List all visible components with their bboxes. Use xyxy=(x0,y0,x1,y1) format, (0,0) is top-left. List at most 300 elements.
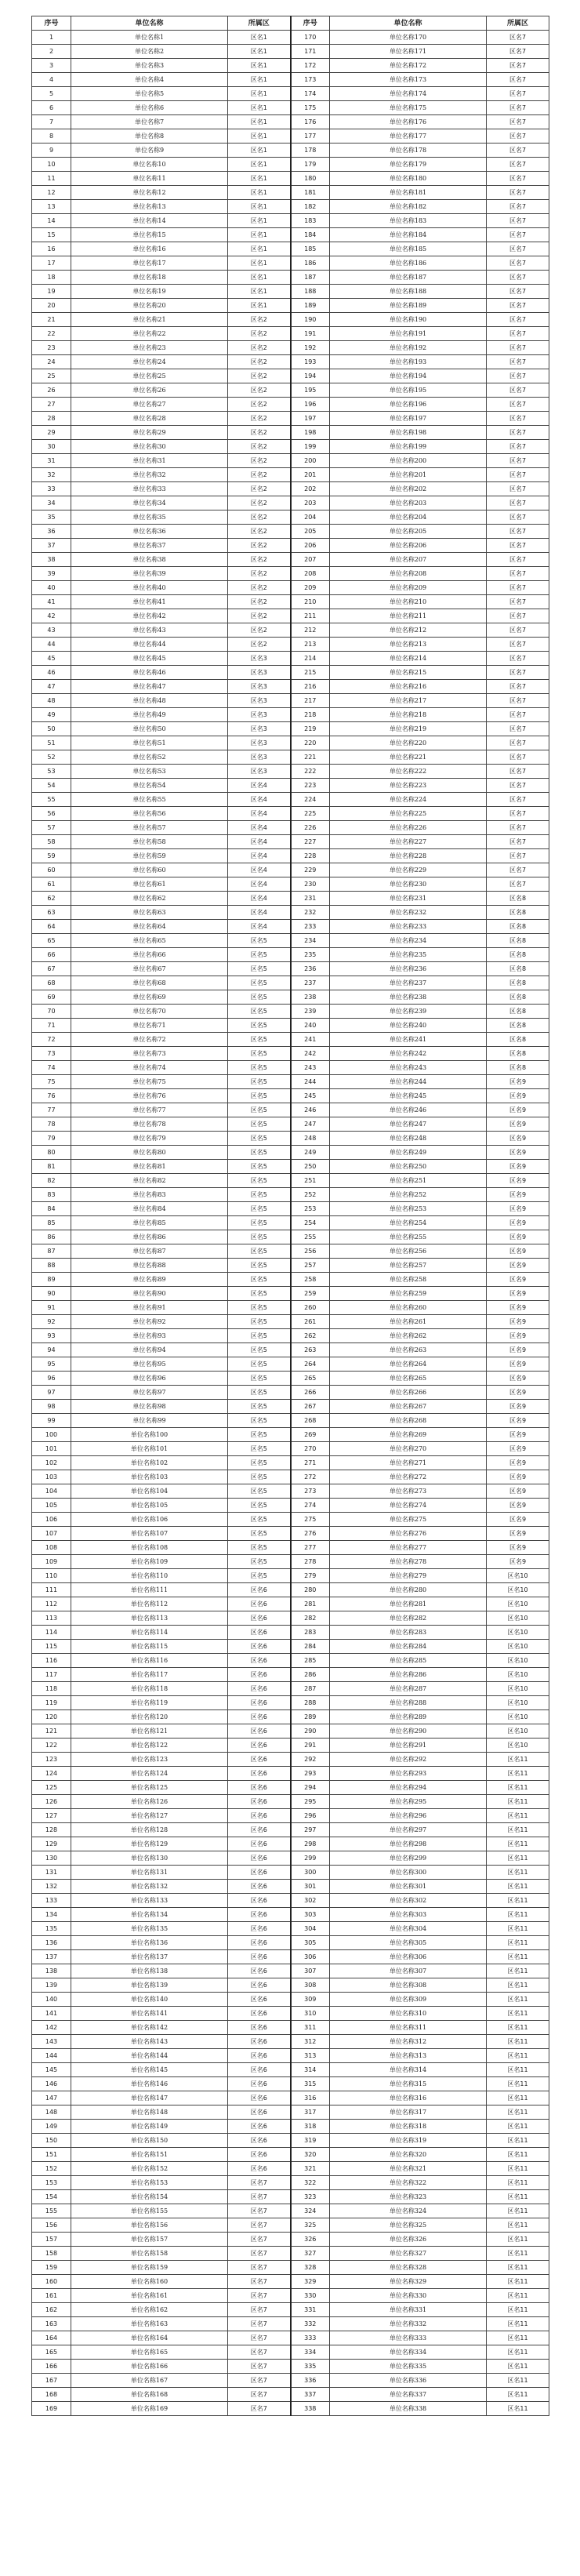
row-unit-name-right: 单位名称218 xyxy=(330,708,487,722)
row-district-left: 区名7 xyxy=(228,2261,291,2275)
row-serial-right: 174 xyxy=(291,87,330,101)
table-row xyxy=(32,779,549,793)
row-unit-name-right: 单位名称176 xyxy=(330,115,487,129)
row-serial-right: 217 xyxy=(291,694,330,708)
row-unit-name-left: 单位名称45 xyxy=(71,652,228,666)
row-serial-right: 264 xyxy=(291,1357,330,1372)
table-row xyxy=(32,87,549,101)
table-row xyxy=(32,2105,549,2120)
row-unit-name-right: 单位名称283 xyxy=(330,1626,487,1640)
row-unit-name-right: 单位名称210 xyxy=(330,595,487,609)
header-unit-name-left: 单位名称 xyxy=(71,16,228,31)
row-serial-left: 12 xyxy=(32,186,71,200)
table-row xyxy=(32,2035,549,2049)
row-serial-left: 104 xyxy=(32,1484,71,1499)
row-district-left: 区名5 xyxy=(228,934,291,948)
row-serial-left: 135 xyxy=(32,1922,71,1936)
row-serial-left: 3 xyxy=(32,59,71,73)
table-row xyxy=(32,398,549,412)
row-serial-left: 136 xyxy=(32,1936,71,1950)
row-district-left: 区名6 xyxy=(228,1851,291,1866)
row-unit-name-right: 单位名称217 xyxy=(330,694,487,708)
row-serial-left: 121 xyxy=(32,1724,71,1739)
table-row xyxy=(32,158,549,172)
row-unit-name-left: 单位名称36 xyxy=(71,525,228,539)
table-row xyxy=(32,1950,549,1964)
row-district-left: 区名2 xyxy=(228,426,291,440)
row-district-left: 区名2 xyxy=(228,369,291,383)
row-serial-left: 165 xyxy=(32,2345,71,2360)
row-serial-left: 126 xyxy=(32,1795,71,1809)
row-district-left: 区名4 xyxy=(228,906,291,920)
table-row xyxy=(32,1244,549,1259)
row-district-right: 区名11 xyxy=(487,1795,549,1809)
row-district-left: 区名5 xyxy=(228,1117,291,1132)
row-unit-name-left: 单位名称35 xyxy=(71,510,228,525)
row-serial-right: 276 xyxy=(291,1527,330,1541)
row-unit-name-left: 单位名称52 xyxy=(71,750,228,765)
table-row xyxy=(32,722,549,736)
row-serial-left: 43 xyxy=(32,623,71,638)
row-serial-left: 14 xyxy=(32,214,71,228)
row-district-left: 区名2 xyxy=(228,383,291,398)
row-district-right: 区名11 xyxy=(487,1837,549,1851)
row-unit-name-left: 单位名称108 xyxy=(71,1541,228,1555)
row-unit-name-left: 单位名称140 xyxy=(71,1993,228,2007)
table-row xyxy=(32,2007,549,2021)
row-unit-name-right: 单位名称319 xyxy=(330,2134,487,2148)
row-unit-name-left: 单位名称94 xyxy=(71,1343,228,1357)
row-district-left: 区名5 xyxy=(228,1146,291,1160)
row-district-right: 区名10 xyxy=(487,1668,549,1682)
row-unit-name-left: 单位名称160 xyxy=(71,2275,228,2289)
row-serial-right: 255 xyxy=(291,1230,330,1244)
row-serial-left: 152 xyxy=(32,2162,71,2176)
row-unit-name-right: 单位名称241 xyxy=(330,1033,487,1047)
row-district-right: 区名7 xyxy=(487,285,549,299)
row-unit-name-right: 单位名称294 xyxy=(330,1781,487,1795)
row-serial-left: 77 xyxy=(32,1103,71,1117)
row-serial-right: 323 xyxy=(291,2190,330,2204)
row-district-right: 区名8 xyxy=(487,976,549,990)
row-district-left: 区名5 xyxy=(228,1075,291,1089)
table-row xyxy=(32,1894,549,1908)
row-serial-left: 8 xyxy=(32,129,71,144)
row-district-left: 区名6 xyxy=(228,1880,291,1894)
row-district-left: 区名6 xyxy=(228,1583,291,1597)
row-serial-right: 329 xyxy=(291,2275,330,2289)
row-unit-name-left: 单位名称75 xyxy=(71,1075,228,1089)
table-row xyxy=(32,59,549,73)
row-unit-name-left: 单位名称16 xyxy=(71,242,228,256)
row-district-right: 区名7 xyxy=(487,228,549,242)
row-district-left: 区名7 xyxy=(228,2360,291,2374)
row-serial-left: 96 xyxy=(32,1372,71,1386)
row-unit-name-right: 单位名称262 xyxy=(330,1329,487,1343)
row-serial-left: 21 xyxy=(32,313,71,327)
row-district-right: 区名7 xyxy=(487,59,549,73)
row-district-right: 区名11 xyxy=(487,2190,549,2204)
row-serial-right: 303 xyxy=(291,1908,330,1922)
row-unit-name-right: 单位名称178 xyxy=(330,144,487,158)
row-district-right: 区名9 xyxy=(487,1555,549,1569)
row-serial-left: 68 xyxy=(32,976,71,990)
row-unit-name-right: 单位名称211 xyxy=(330,609,487,623)
row-serial-left: 73 xyxy=(32,1047,71,1061)
row-serial-left: 41 xyxy=(32,595,71,609)
row-unit-name-right: 单位名称187 xyxy=(330,271,487,285)
row-unit-name-right: 单位名称305 xyxy=(330,1936,487,1950)
row-unit-name-right: 单位名称293 xyxy=(330,1767,487,1781)
row-serial-right: 172 xyxy=(291,59,330,73)
row-serial-left: 128 xyxy=(32,1823,71,1837)
row-unit-name-right: 单位名称272 xyxy=(330,1470,487,1484)
table-row xyxy=(32,1132,549,1146)
row-district-right: 区名11 xyxy=(487,1823,549,1837)
row-serial-left: 133 xyxy=(32,1894,71,1908)
row-district-right: 区名11 xyxy=(487,2105,549,2120)
row-serial-right: 181 xyxy=(291,186,330,200)
row-serial-right: 194 xyxy=(291,369,330,383)
row-district-left: 区名6 xyxy=(228,1978,291,1993)
row-serial-right: 297 xyxy=(291,1823,330,1837)
row-serial-left: 5 xyxy=(32,87,71,101)
row-unit-name-right: 单位名称256 xyxy=(330,1244,487,1259)
row-district-left: 区名6 xyxy=(228,2063,291,2077)
row-district-right: 区名11 xyxy=(487,2289,549,2303)
row-serial-left: 163 xyxy=(32,2317,71,2331)
row-district-left: 区名5 xyxy=(228,1287,291,1301)
row-district-right: 区名11 xyxy=(487,2035,549,2049)
row-district-right: 区名9 xyxy=(487,1400,549,1414)
row-serial-left: 72 xyxy=(32,1033,71,1047)
row-district-right: 区名11 xyxy=(487,2261,549,2275)
row-serial-left: 35 xyxy=(32,510,71,525)
row-unit-name-right: 单位名称322 xyxy=(330,2176,487,2190)
row-district-left: 区名7 xyxy=(228,2190,291,2204)
row-district-right: 区名10 xyxy=(487,1626,549,1640)
row-serial-right: 196 xyxy=(291,398,330,412)
row-unit-name-left: 单位名称60 xyxy=(71,863,228,877)
row-unit-name-left: 单位名称133 xyxy=(71,1894,228,1908)
row-district-right: 区名7 xyxy=(487,341,549,355)
table-row xyxy=(32,1075,549,1089)
row-serial-right: 293 xyxy=(291,1767,330,1781)
table-row xyxy=(32,1936,549,1950)
row-serial-left: 47 xyxy=(32,680,71,694)
row-district-right: 区名11 xyxy=(487,2247,549,2261)
row-serial-right: 314 xyxy=(291,2063,330,2077)
row-district-left: 区名2 xyxy=(228,482,291,496)
row-unit-name-left: 单位名称66 xyxy=(71,948,228,962)
row-district-right: 区名11 xyxy=(487,2134,549,2148)
row-district-right: 区名10 xyxy=(487,1569,549,1583)
row-unit-name-right: 单位名称195 xyxy=(330,383,487,398)
table-row xyxy=(32,129,549,144)
row-district-left: 区名5 xyxy=(228,962,291,976)
row-serial-left: 40 xyxy=(32,581,71,595)
row-district-right: 区名7 xyxy=(487,623,549,638)
row-serial-right: 262 xyxy=(291,1329,330,1343)
row-unit-name-left: 单位名称117 xyxy=(71,1668,228,1682)
row-district-left: 区名1 xyxy=(228,186,291,200)
row-unit-name-right: 单位名称309 xyxy=(330,1993,487,2007)
row-unit-name-right: 单位名称188 xyxy=(330,285,487,299)
row-unit-name-right: 单位名称207 xyxy=(330,553,487,567)
row-district-left: 区名5 xyxy=(228,1442,291,1456)
row-district-right: 区名9 xyxy=(487,1103,549,1117)
row-serial-right: 294 xyxy=(291,1781,330,1795)
row-district-right: 区名10 xyxy=(487,1654,549,1668)
row-serial-left: 28 xyxy=(32,412,71,426)
row-unit-name-right: 单位名称276 xyxy=(330,1527,487,1541)
table-row xyxy=(32,1851,549,1866)
row-district-right: 区名11 xyxy=(487,2388,549,2402)
row-unit-name-left: 单位名称85 xyxy=(71,1216,228,1230)
row-serial-left: 54 xyxy=(32,779,71,793)
row-unit-name-left: 单位名称106 xyxy=(71,1513,228,1527)
row-unit-name-right: 单位名称316 xyxy=(330,2091,487,2105)
row-unit-name-right: 单位名称268 xyxy=(330,1414,487,1428)
row-unit-name-left: 单位名称158 xyxy=(71,2247,228,2261)
row-serial-right: 227 xyxy=(291,835,330,849)
row-unit-name-right: 单位名称206 xyxy=(330,539,487,553)
row-serial-right: 178 xyxy=(291,144,330,158)
row-unit-name-right: 单位名称323 xyxy=(330,2190,487,2204)
row-unit-name-right: 单位名称245 xyxy=(330,1089,487,1103)
row-district-right: 区名9 xyxy=(487,1132,549,1146)
row-unit-name-right: 单位名称208 xyxy=(330,567,487,581)
row-serial-left: 156 xyxy=(32,2218,71,2233)
row-serial-right: 248 xyxy=(291,1132,330,1146)
row-unit-name-left: 单位名称77 xyxy=(71,1103,228,1117)
row-unit-name-right: 单位名称220 xyxy=(330,736,487,750)
row-unit-name-left: 单位名称32 xyxy=(71,468,228,482)
row-unit-name-left: 单位名称150 xyxy=(71,2134,228,2148)
row-serial-left: 138 xyxy=(32,1964,71,1978)
row-unit-name-right: 单位名称227 xyxy=(330,835,487,849)
row-unit-name-left: 单位名称6 xyxy=(71,101,228,115)
row-unit-name-right: 单位名称324 xyxy=(330,2204,487,2218)
row-serial-left: 50 xyxy=(32,722,71,736)
row-district-left: 区名6 xyxy=(228,2049,291,2063)
row-unit-name-left: 单位名称27 xyxy=(71,398,228,412)
row-serial-left: 18 xyxy=(32,271,71,285)
row-unit-name-left: 单位名称12 xyxy=(71,186,228,200)
row-unit-name-right: 单位名称338 xyxy=(330,2402,487,2416)
row-serial-right: 279 xyxy=(291,1569,330,1583)
row-serial-left: 147 xyxy=(32,2091,71,2105)
row-unit-name-right: 单位名称255 xyxy=(330,1230,487,1244)
row-district-right: 区名7 xyxy=(487,722,549,736)
row-unit-name-right: 单位名称310 xyxy=(330,2007,487,2021)
row-district-right: 区名9 xyxy=(487,1315,549,1329)
row-district-right: 区名7 xyxy=(487,496,549,510)
row-serial-left: 7 xyxy=(32,115,71,129)
row-serial-right: 328 xyxy=(291,2261,330,2275)
table-row xyxy=(32,73,549,87)
row-serial-right: 176 xyxy=(291,115,330,129)
row-district-right: 区名7 xyxy=(487,793,549,807)
row-unit-name-left: 单位名称48 xyxy=(71,694,228,708)
row-unit-name-left: 单位名称113 xyxy=(71,1611,228,1626)
row-serial-left: 65 xyxy=(32,934,71,948)
row-serial-right: 215 xyxy=(291,666,330,680)
row-district-left: 区名4 xyxy=(228,920,291,934)
row-serial-left: 44 xyxy=(32,638,71,652)
table-row xyxy=(32,1061,549,1075)
table-row xyxy=(32,1019,549,1033)
row-unit-name-left: 单位名称42 xyxy=(71,609,228,623)
row-district-left: 区名5 xyxy=(228,1414,291,1428)
table-row xyxy=(32,1047,549,1061)
row-district-right: 区名7 xyxy=(487,525,549,539)
row-serial-right: 245 xyxy=(291,1089,330,1103)
row-unit-name-left: 单位名称115 xyxy=(71,1640,228,1654)
row-district-right: 区名11 xyxy=(487,2063,549,2077)
row-district-right: 区名7 xyxy=(487,129,549,144)
row-unit-name-left: 单位名称23 xyxy=(71,341,228,355)
table-row xyxy=(32,1146,549,1160)
table-row xyxy=(32,708,549,722)
table-row xyxy=(32,2190,549,2204)
row-unit-name-left: 单位名称37 xyxy=(71,539,228,553)
row-district-left: 区名6 xyxy=(228,1950,291,1964)
row-district-left: 区名2 xyxy=(228,638,291,652)
row-serial-right: 234 xyxy=(291,934,330,948)
row-district-left: 区名1 xyxy=(228,299,291,313)
row-unit-name-left: 单位名称70 xyxy=(71,1005,228,1019)
row-district-left: 区名7 xyxy=(228,2204,291,2218)
row-serial-right: 272 xyxy=(291,1470,330,1484)
row-unit-name-left: 单位名称3 xyxy=(71,59,228,73)
row-district-right: 区名9 xyxy=(487,1527,549,1541)
row-unit-name-right: 单位名称266 xyxy=(330,1386,487,1400)
row-serial-right: 209 xyxy=(291,581,330,595)
row-district-right: 区名8 xyxy=(487,934,549,948)
row-serial-left: 113 xyxy=(32,1611,71,1626)
table-row xyxy=(32,1499,549,1513)
row-serial-left: 4 xyxy=(32,73,71,87)
row-district-left: 区名6 xyxy=(228,2148,291,2162)
row-unit-name-left: 单位名称55 xyxy=(71,793,228,807)
row-unit-name-right: 单位名称173 xyxy=(330,73,487,87)
row-serial-left: 144 xyxy=(32,2049,71,2063)
row-unit-name-right: 单位名称280 xyxy=(330,1583,487,1597)
row-district-right: 区名11 xyxy=(487,2360,549,2374)
row-serial-right: 333 xyxy=(291,2331,330,2345)
row-serial-right: 212 xyxy=(291,623,330,638)
row-unit-name-left: 单位名称65 xyxy=(71,934,228,948)
row-district-right: 区名11 xyxy=(487,2218,549,2233)
row-district-left: 区名2 xyxy=(228,595,291,609)
row-district-right: 区名7 xyxy=(487,73,549,87)
row-district-right: 区名10 xyxy=(487,1583,549,1597)
row-unit-name-left: 单位名称84 xyxy=(71,1202,228,1216)
row-serial-right: 251 xyxy=(291,1174,330,1188)
row-serial-left: 124 xyxy=(32,1767,71,1781)
row-district-right: 区名9 xyxy=(487,1357,549,1372)
row-district-left: 区名1 xyxy=(228,129,291,144)
row-serial-left: 158 xyxy=(32,2247,71,2261)
row-district-left: 区名6 xyxy=(228,1654,291,1668)
row-serial-right: 186 xyxy=(291,256,330,271)
row-district-left: 区名6 xyxy=(228,2035,291,2049)
table-row xyxy=(32,412,549,426)
table-row xyxy=(32,1781,549,1795)
row-unit-name-right: 单位名称296 xyxy=(330,1809,487,1823)
row-unit-name-right: 单位名称239 xyxy=(330,1005,487,1019)
row-serial-right: 250 xyxy=(291,1160,330,1174)
row-district-left: 区名4 xyxy=(228,892,291,906)
header-row xyxy=(32,16,549,31)
row-serial-right: 256 xyxy=(291,1244,330,1259)
row-serial-right: 304 xyxy=(291,1922,330,1936)
row-unit-name-right: 单位名称270 xyxy=(330,1442,487,1456)
row-unit-name-left: 单位名称129 xyxy=(71,1837,228,1851)
row-district-left: 区名4 xyxy=(228,877,291,892)
row-unit-name-right: 单位名称290 xyxy=(330,1724,487,1739)
row-unit-name-left: 单位名称112 xyxy=(71,1597,228,1611)
row-unit-name-right: 单位名称315 xyxy=(330,2077,487,2091)
row-district-right: 区名11 xyxy=(487,2317,549,2331)
row-unit-name-left: 单位名称90 xyxy=(71,1287,228,1301)
row-district-right: 区名7 xyxy=(487,299,549,313)
row-unit-name-right: 单位名称224 xyxy=(330,793,487,807)
row-district-left: 区名6 xyxy=(228,1823,291,1837)
row-serial-right: 235 xyxy=(291,948,330,962)
row-serial-right: 324 xyxy=(291,2204,330,2218)
row-unit-name-left: 单位名称141 xyxy=(71,2007,228,2021)
row-serial-left: 142 xyxy=(32,2021,71,2035)
table-row xyxy=(32,1357,549,1372)
row-unit-name-left: 单位名称99 xyxy=(71,1414,228,1428)
table-row xyxy=(32,877,549,892)
row-serial-left: 157 xyxy=(32,2233,71,2247)
row-unit-name-left: 单位名称67 xyxy=(71,962,228,976)
table-row xyxy=(32,1259,549,1273)
row-serial-left: 102 xyxy=(32,1456,71,1470)
row-serial-left: 33 xyxy=(32,482,71,496)
table-row xyxy=(32,383,549,398)
row-unit-name-left: 单位名称146 xyxy=(71,2077,228,2091)
row-serial-right: 283 xyxy=(291,1626,330,1640)
row-district-left: 区名6 xyxy=(228,2134,291,2148)
row-serial-right: 271 xyxy=(291,1456,330,1470)
row-unit-name-left: 单位名称159 xyxy=(71,2261,228,2275)
row-serial-right: 295 xyxy=(291,1795,330,1809)
row-unit-name-right: 单位名称298 xyxy=(330,1837,487,1851)
row-unit-name-right: 单位名称235 xyxy=(330,948,487,962)
row-serial-right: 184 xyxy=(291,228,330,242)
row-serial-left: 117 xyxy=(32,1668,71,1682)
table-row xyxy=(32,666,549,680)
row-serial-right: 282 xyxy=(291,1611,330,1626)
row-unit-name-left: 单位名称132 xyxy=(71,1880,228,1894)
row-serial-left: 87 xyxy=(32,1244,71,1259)
row-unit-name-left: 单位名称166 xyxy=(71,2360,228,2374)
row-serial-left: 141 xyxy=(32,2007,71,2021)
row-serial-right: 292 xyxy=(291,1753,330,1767)
row-district-right: 区名8 xyxy=(487,948,549,962)
table-row xyxy=(32,1710,549,1724)
table-row xyxy=(32,609,549,623)
row-district-left: 区名6 xyxy=(228,2120,291,2134)
row-district-right: 区名7 xyxy=(487,750,549,765)
row-serial-left: 94 xyxy=(32,1343,71,1357)
row-unit-name-left: 单位名称28 xyxy=(71,412,228,426)
row-serial-left: 71 xyxy=(32,1019,71,1033)
